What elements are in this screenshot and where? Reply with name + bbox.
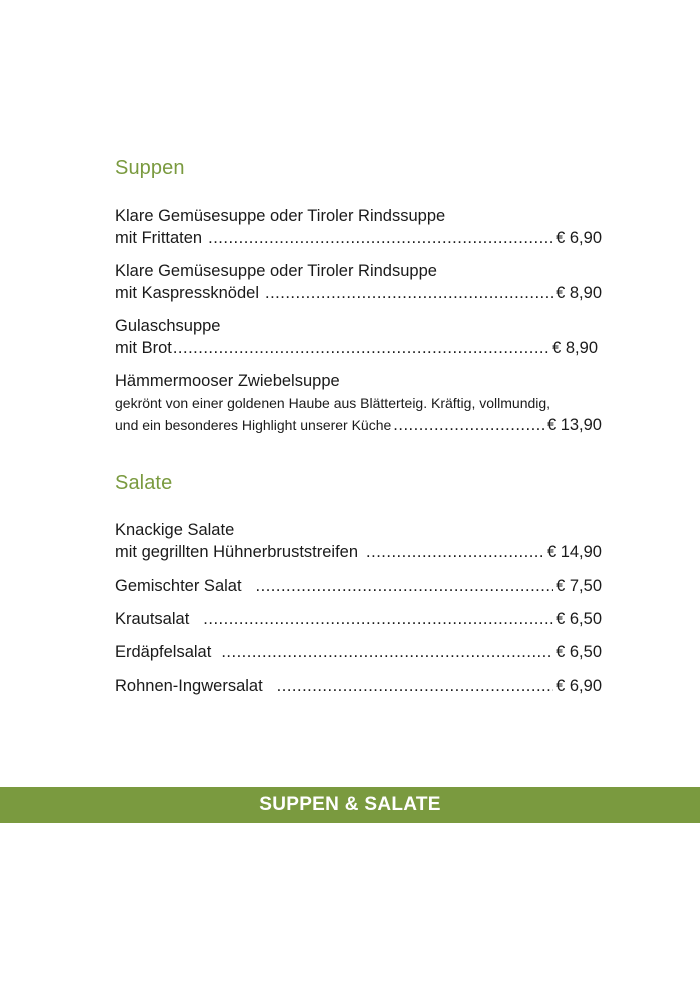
menu-item-knackige-salate xyxy=(115,519,602,563)
menu-item-erdaepfelsalat xyxy=(115,641,602,663)
item-title: Rohnen-Ingwersalat xyxy=(115,677,263,695)
menu-item-gemischter-salat xyxy=(115,575,602,597)
item-price: € 6,50 xyxy=(556,610,602,628)
item-title: Gemischter Salat xyxy=(115,577,242,595)
item-price-line xyxy=(115,575,602,597)
dot-leader xyxy=(256,575,554,597)
item-subtitle: mit gegrillten Hühnerbruststreifen xyxy=(115,543,359,561)
item-title: Krautsalat xyxy=(115,610,190,628)
menu-item-rohnen-ingwersalat xyxy=(115,675,602,697)
item-description: gekrönt von einer goldenen Haube aus Blätterteig. Kräftig, vollmundig, xyxy=(115,395,551,411)
item-price: € 6,90 xyxy=(556,677,602,695)
item-title: Knackige Salate xyxy=(115,521,235,539)
item-price-line xyxy=(115,337,598,359)
section-heading-suppen: Suppen xyxy=(115,157,185,179)
dot-leader xyxy=(221,641,553,663)
item-price-line xyxy=(115,675,602,697)
item-title: Erdäpfelsalat xyxy=(115,643,212,661)
item-price-line xyxy=(115,641,602,663)
item-price-line xyxy=(115,227,602,249)
item-subtitle: mit Kaspressknödel xyxy=(115,284,259,302)
item-title: Gulaschsuppe xyxy=(115,317,221,335)
footer-banner xyxy=(0,787,700,823)
dot-leader xyxy=(393,414,544,436)
dot-leader xyxy=(265,282,553,304)
item-price-line xyxy=(115,608,602,630)
item-price-line xyxy=(115,282,602,304)
menu-item-krautsalat xyxy=(115,608,602,630)
menu-item-gemuesesuppe-kaspressknoedel xyxy=(115,260,602,304)
item-subtitle: mit Frittaten xyxy=(115,229,203,247)
item-price-line xyxy=(115,414,602,436)
item-price: € 13,90 xyxy=(546,416,602,434)
item-description-end: und ein besonderes Highlight unserer Küche xyxy=(115,417,392,433)
dot-leader xyxy=(173,337,549,359)
dot-leader xyxy=(208,227,553,249)
item-price: € 8,90 xyxy=(556,284,602,302)
item-price: € 7,50 xyxy=(556,577,602,595)
menu-item-gemuesesuppe-frittaten xyxy=(115,205,602,249)
item-price: € 6,90 xyxy=(556,229,602,247)
item-subtitle: mit Brot xyxy=(115,339,172,357)
menu-item-gulaschsuppe xyxy=(115,315,598,359)
item-price: € 8,90 xyxy=(552,339,598,357)
item-price-line xyxy=(115,541,602,563)
section-heading-salate: Salate xyxy=(115,472,173,494)
item-price: € 14,90 xyxy=(546,543,602,561)
dot-leader xyxy=(277,675,553,697)
footer-title: SUPPEN & SALATE xyxy=(259,794,441,815)
item-title: Klare Gemüsesuppe oder Tiroler Rindssuppe xyxy=(115,207,446,225)
dot-leader xyxy=(366,541,544,563)
item-title: Hämmermooser Zwiebelsuppe xyxy=(115,372,340,390)
dot-leader xyxy=(203,608,553,630)
menu-item-zwiebelsuppe xyxy=(115,370,602,436)
item-price: € 6,50 xyxy=(556,643,602,661)
item-title: Klare Gemüsesuppe oder Tiroler Rindsuppe xyxy=(115,262,437,280)
